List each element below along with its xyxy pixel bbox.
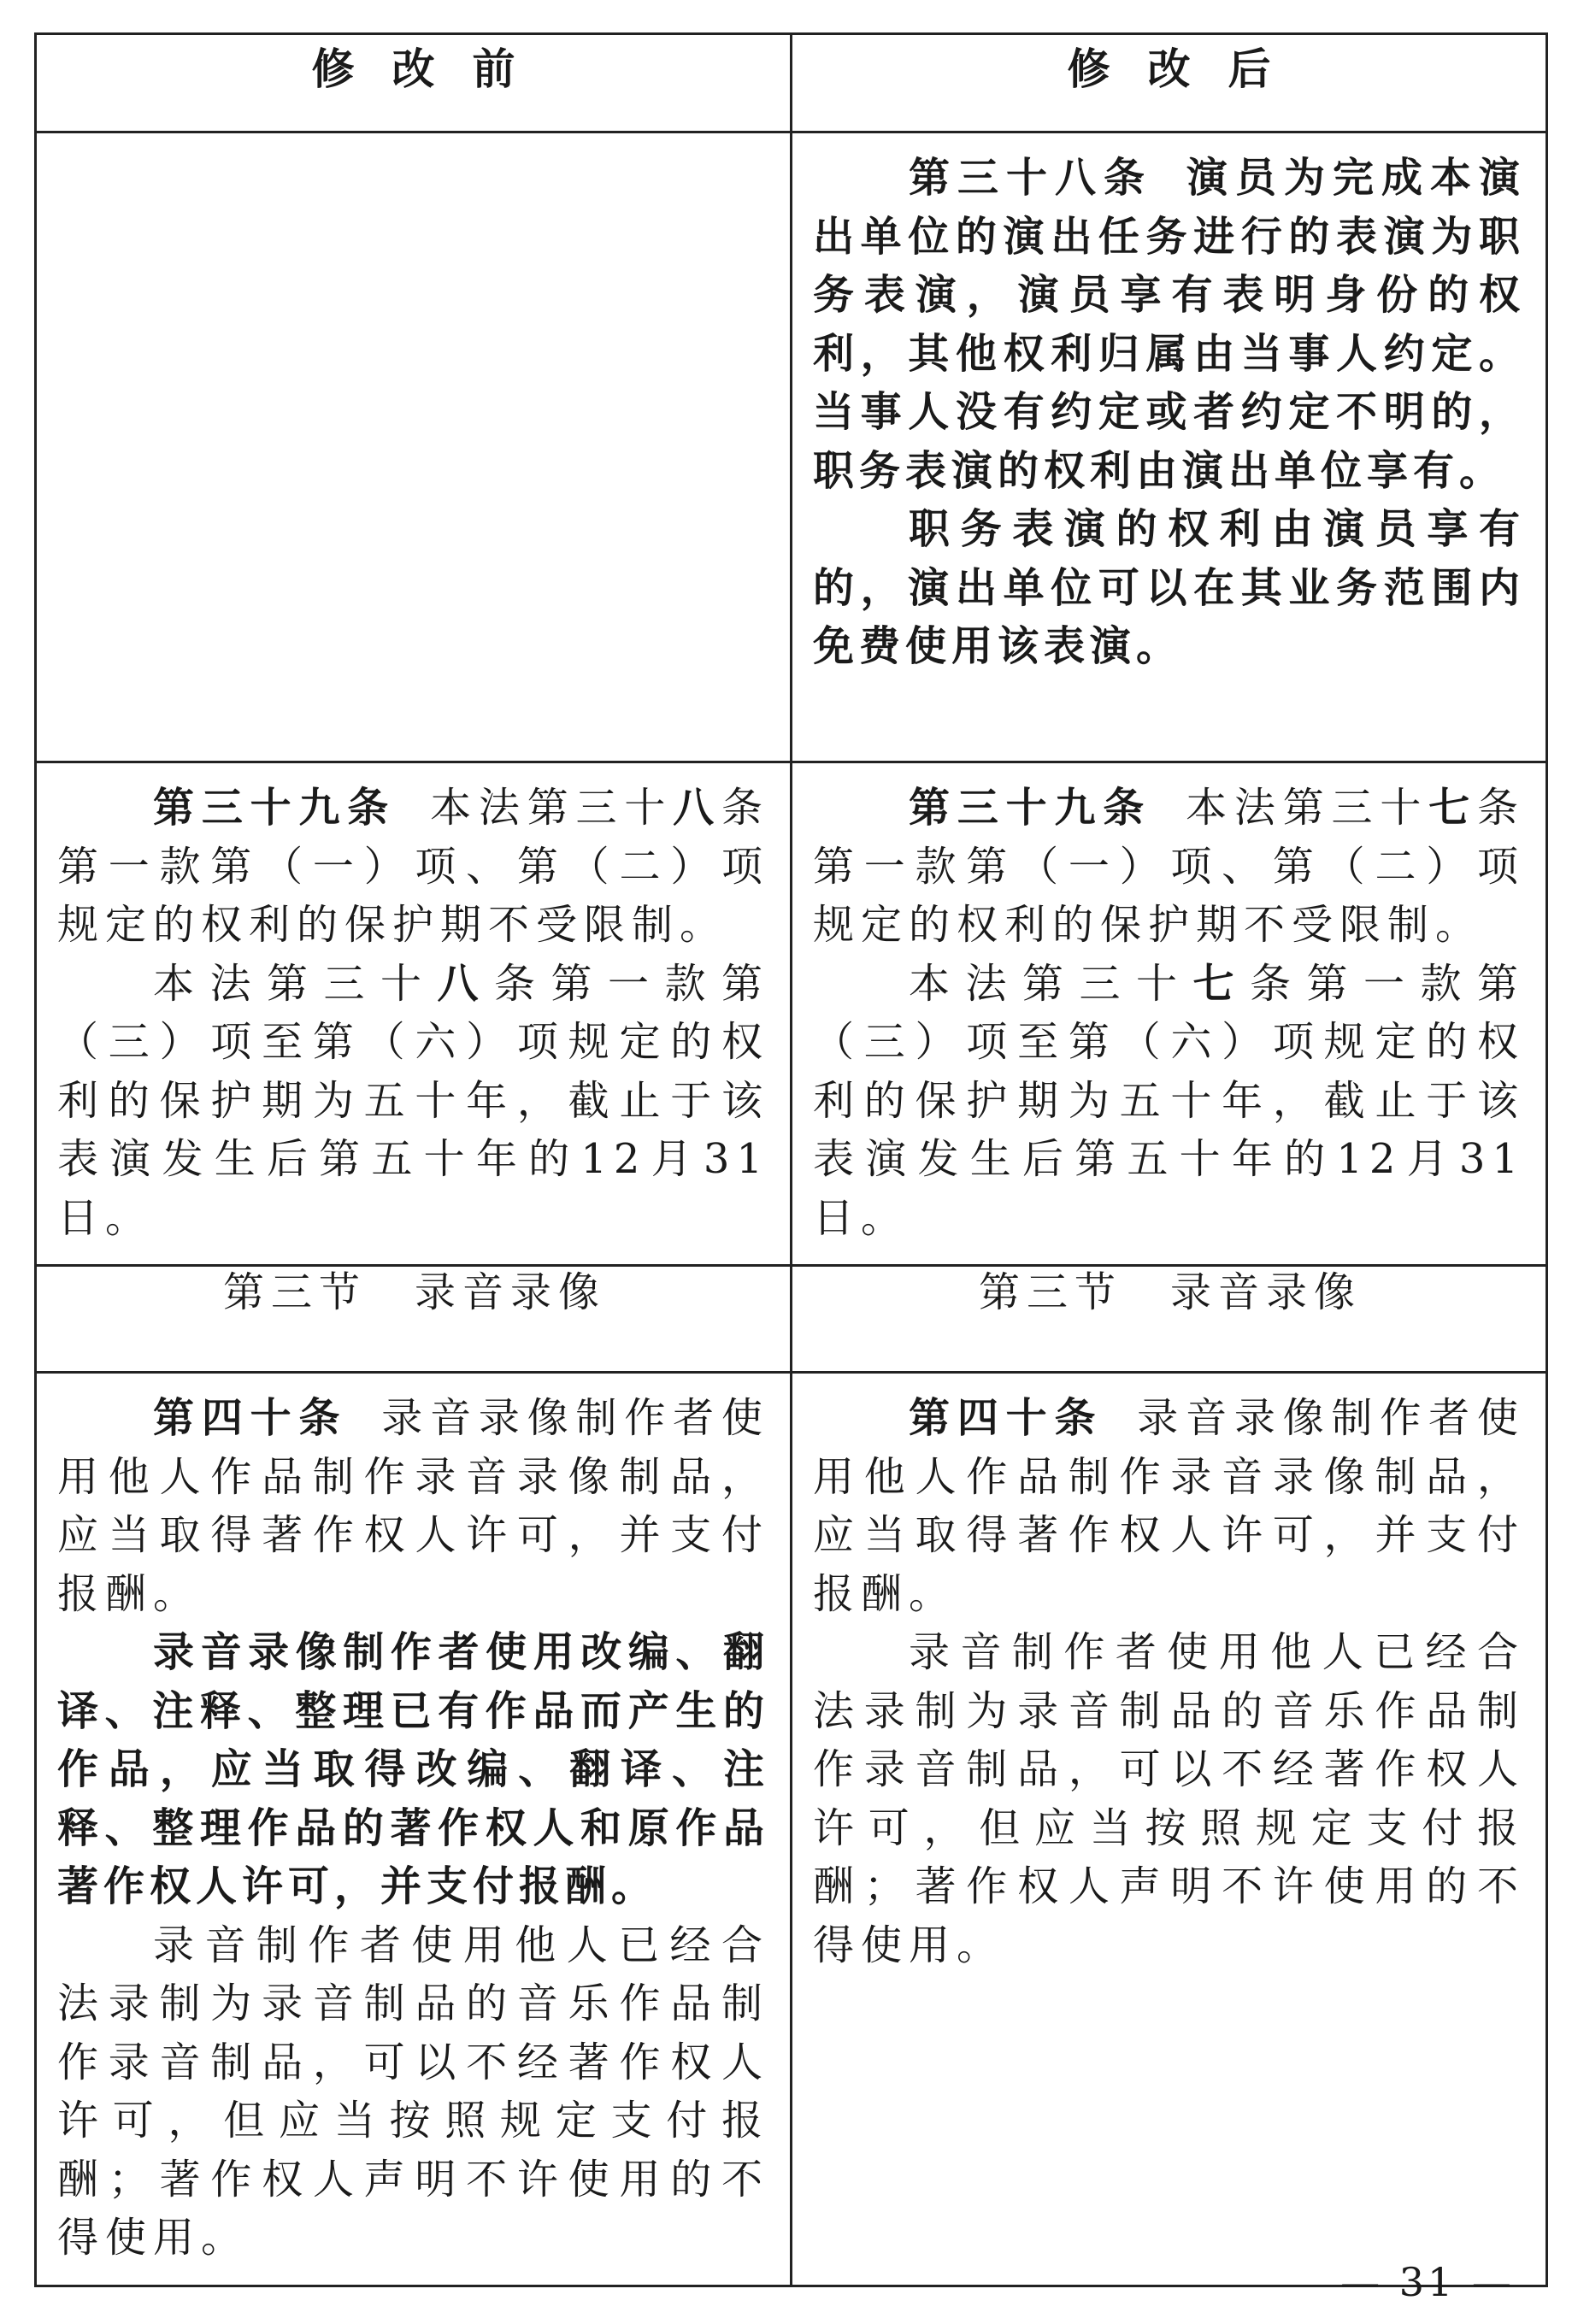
- changed-reference: 八: [437, 959, 494, 1008]
- section-title: 录音录像: [415, 1268, 607, 1316]
- paragraph-text: 演员为完成本演出单位的演出任务进行的表演为职务表演，演员享有表明身份的权利，其他权利归属由当事人约定。当事人没有约定或者约定不明的，职务表演的权利由演出单位享有。: [813, 154, 1525, 495]
- changed-reference: 七: [1428, 784, 1477, 832]
- article-number: 第三十八条: [909, 154, 1152, 202]
- article-40-after-cell: [792, 1373, 1547, 2286]
- section-after-cell: [792, 1266, 1547, 1373]
- article-40-before-cell: [36, 1373, 792, 2286]
- article-number: 第三十九条: [909, 784, 1152, 832]
- paragraph-text: 条第一款第（一）项、第（二）项规定的权利的保护期不受限制。: [813, 784, 1525, 949]
- article-38-before-cell: [36, 132, 792, 762]
- paragraph-text: 本法第三十: [430, 784, 674, 832]
- article-number: 第四十条: [909, 1394, 1104, 1442]
- section-heading-after: [792, 1267, 1546, 1318]
- paragraph-text: 本法第三十: [1186, 784, 1429, 832]
- paragraph-text: 本法第三十: [909, 959, 1193, 1008]
- article-39-row: [36, 762, 1547, 1266]
- paragraph-text: 条第一款第（三）项至第（六）项规定的权利的保护期为五十年，截止于该表演发生后第五十年的12月31日。: [57, 959, 769, 1242]
- page-number: — 31 —: [1340, 2259, 1515, 2305]
- paragraph-text: 本法第三十: [153, 959, 438, 1008]
- article-38-after-paragraph-2: 职务表演的权利由演员享有的，演出单位可以在其业务范围内免费使用该表演。: [813, 505, 1525, 670]
- article-40-before-paragraph-1: [57, 1389, 769, 1623]
- article-40-row: [36, 1373, 1547, 2286]
- article-39-before-paragraph-1: [57, 779, 769, 955]
- article-number: 第三十九条: [153, 784, 397, 832]
- column-header-after: 修改后: [792, 34, 1547, 132]
- article-39-before-paragraph-2: [57, 955, 769, 1248]
- changed-reference: 八: [673, 784, 721, 832]
- paragraph-text: 录音录像制作者使用他人作品制作录音录像制品，应当取得著作权人许可，并支付报酬。: [57, 1394, 769, 1618]
- article-38-after-cell: [792, 132, 1547, 762]
- article-40-before-paragraph-3: 录音制作者使用他人已经合法录制为录音制品的音乐作品制作录音制品，可以不经著作权人许可，但应当按照规定支付报酬；著作权人声明不许使用的不得使用。: [57, 1921, 769, 2262]
- section-title: 录音录像: [1170, 1268, 1363, 1316]
- paragraph-text: 条第一款第（一）项、第（二）项规定的权利的保护期不受限制。: [57, 784, 769, 949]
- header-row: [36, 34, 1547, 132]
- comparison-table: [34, 32, 1548, 2287]
- article-39-after-paragraph-2: [813, 955, 1525, 1248]
- changed-reference: 七: [1192, 959, 1250, 1008]
- section-row: [36, 1266, 1547, 1373]
- section-heading-before: [37, 1267, 790, 1318]
- article-39-after-cell: [792, 762, 1547, 1266]
- article-number: 第四十条: [153, 1394, 348, 1442]
- section-number: 第三节: [223, 1268, 368, 1316]
- article-38-row: [36, 132, 1547, 762]
- article-40-before-paragraph-2: 录音录像制作者使用改编、翻译、注释、整理已有作品而产生的作品，应当取得改编、翻译、注释、整理作品的著作权人和原作品著作权人许可，并支付报酬。: [57, 1628, 769, 1910]
- article-40-after-paragraph-1: [813, 1389, 1525, 1623]
- article-40-after-paragraph-2: 录音制作者使用他人已经合法录制为录音制品的音乐作品制作录音制品，可以不经著作权人许可，但应当按照规定支付报酬；著作权人声明不许使用的不得使用。: [813, 1628, 1525, 1969]
- article-39-after-paragraph-1: [813, 779, 1525, 955]
- article-39-before-cell: [36, 762, 792, 1266]
- paragraph-text: 条第一款第（三）项至第（六）项规定的权利的保护期为五十年，截止于该表演发生后第五十年的12月31日。: [813, 959, 1525, 1242]
- section-number: 第三节: [979, 1268, 1123, 1316]
- paragraph-text: 录音录像制作者使用他人作品制作录音录像制品，应当取得著作权人许可，并支付报酬。: [813, 1394, 1525, 1618]
- section-before-cell: [36, 1266, 792, 1373]
- article-38-after-paragraph-1: [813, 149, 1525, 500]
- column-header-before: 修改前: [36, 34, 792, 132]
